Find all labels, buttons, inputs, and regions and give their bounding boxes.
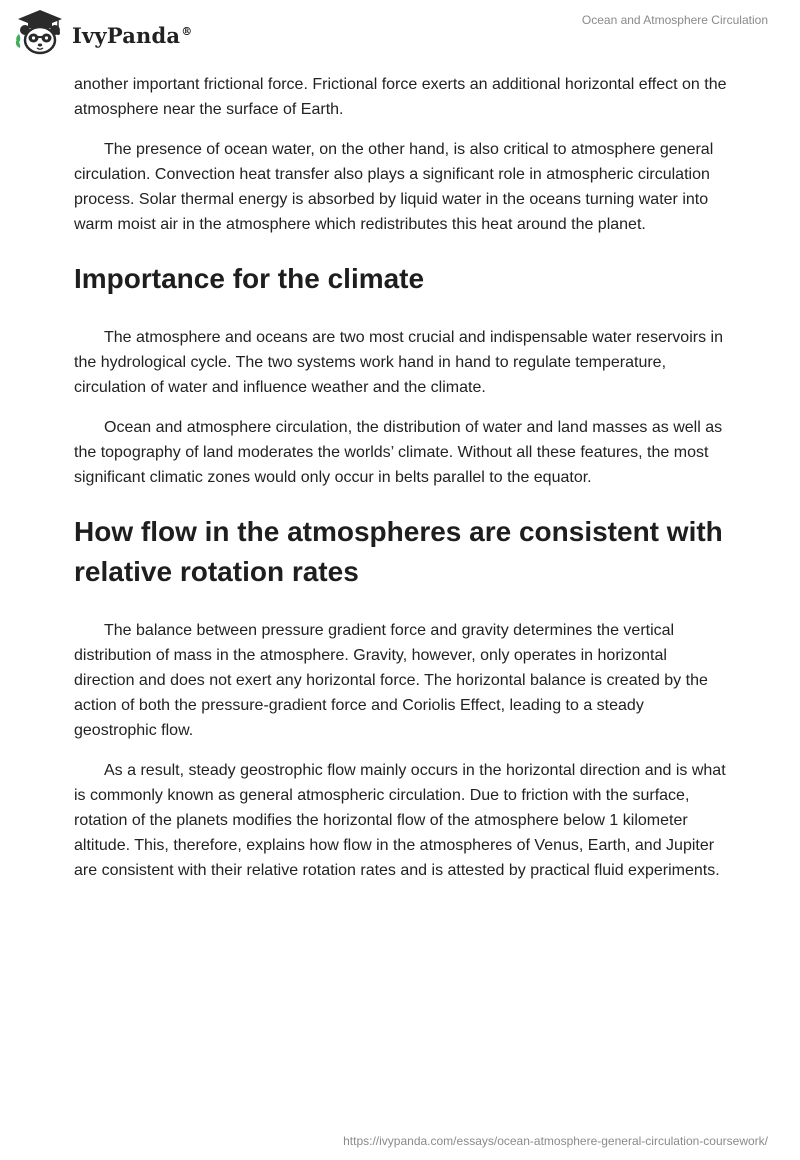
source-url-link[interactable]: https://ivypanda.com/essays/ocean-atmosphere-general-circulation-coursework/: [343, 1134, 768, 1148]
section-heading: How flow in the atmospheres are consistent with relative rotation rates: [74, 516, 723, 587]
panda-graduate-icon: [14, 8, 66, 58]
ivypanda-logo[interactable]: [14, 8, 192, 58]
page-header: [0, 0, 800, 70]
logo-wordmark: IvyPanda®: [72, 22, 193, 48]
paragraph: another important frictional force. Frictional force exerts an additional horizontal effect on the atmosphere near the surface of Earth.: [74, 76, 727, 118]
section-heading: Importance for the climate: [74, 263, 425, 294]
document-title: Ocean and Atmosphere Circulation: [581, 13, 768, 27]
paragraph: As a result, steady geostrophic flow mainly occurs in the horizontal direction and is what is commonly known as general atmospheric circulation. Due to friction with the surface, rotation of the planets modifies the horizontal flow of the atmosphere below 1 kilometer altitude. This, therefore, explains how flow in the atmospheres of Venus, Earth, and Jupiter are consistent with their relative rotation rates and is attested by practical fluid experiments.: [74, 762, 726, 879]
paragraph: Ocean and atmosphere circulation, the distribution of water and land masses as well as the topography of land moderates the worlds’ climate. Without all these features, the most significant climatic zones would only occur in belts parallel to the equator.: [74, 419, 723, 486]
paragraph: The presence of ocean water, on the other hand, is also critical to atmosphere general circulation. Convection heat transfer also plays a significant role in atmospheric circulation process. Solar thermal energy is absorbed by liquid water in the oceans turning water into warm moist air in the atmosphere which redistributes this heat around the planet.: [74, 141, 714, 233]
paragraph: The balance between pressure gradient force and gravity determines the vertical distribution of mass in the atmosphere. Gravity, however, only operates in horizontal direction and does not exert any horizontal force. The horizontal balance is created by the action of both the pressure-gradient force and Coriolis Effect, leading to a steady geostrophic flow.: [74, 622, 708, 739]
paragraph: The atmosphere and oceans are two most crucial and indispensable water reservoirs in the hydrological cycle. The two systems work hand in hand to regulate temperature, circulation of water and influence weather and the climate.: [74, 329, 723, 396]
essay-body: [74, 72, 728, 898]
